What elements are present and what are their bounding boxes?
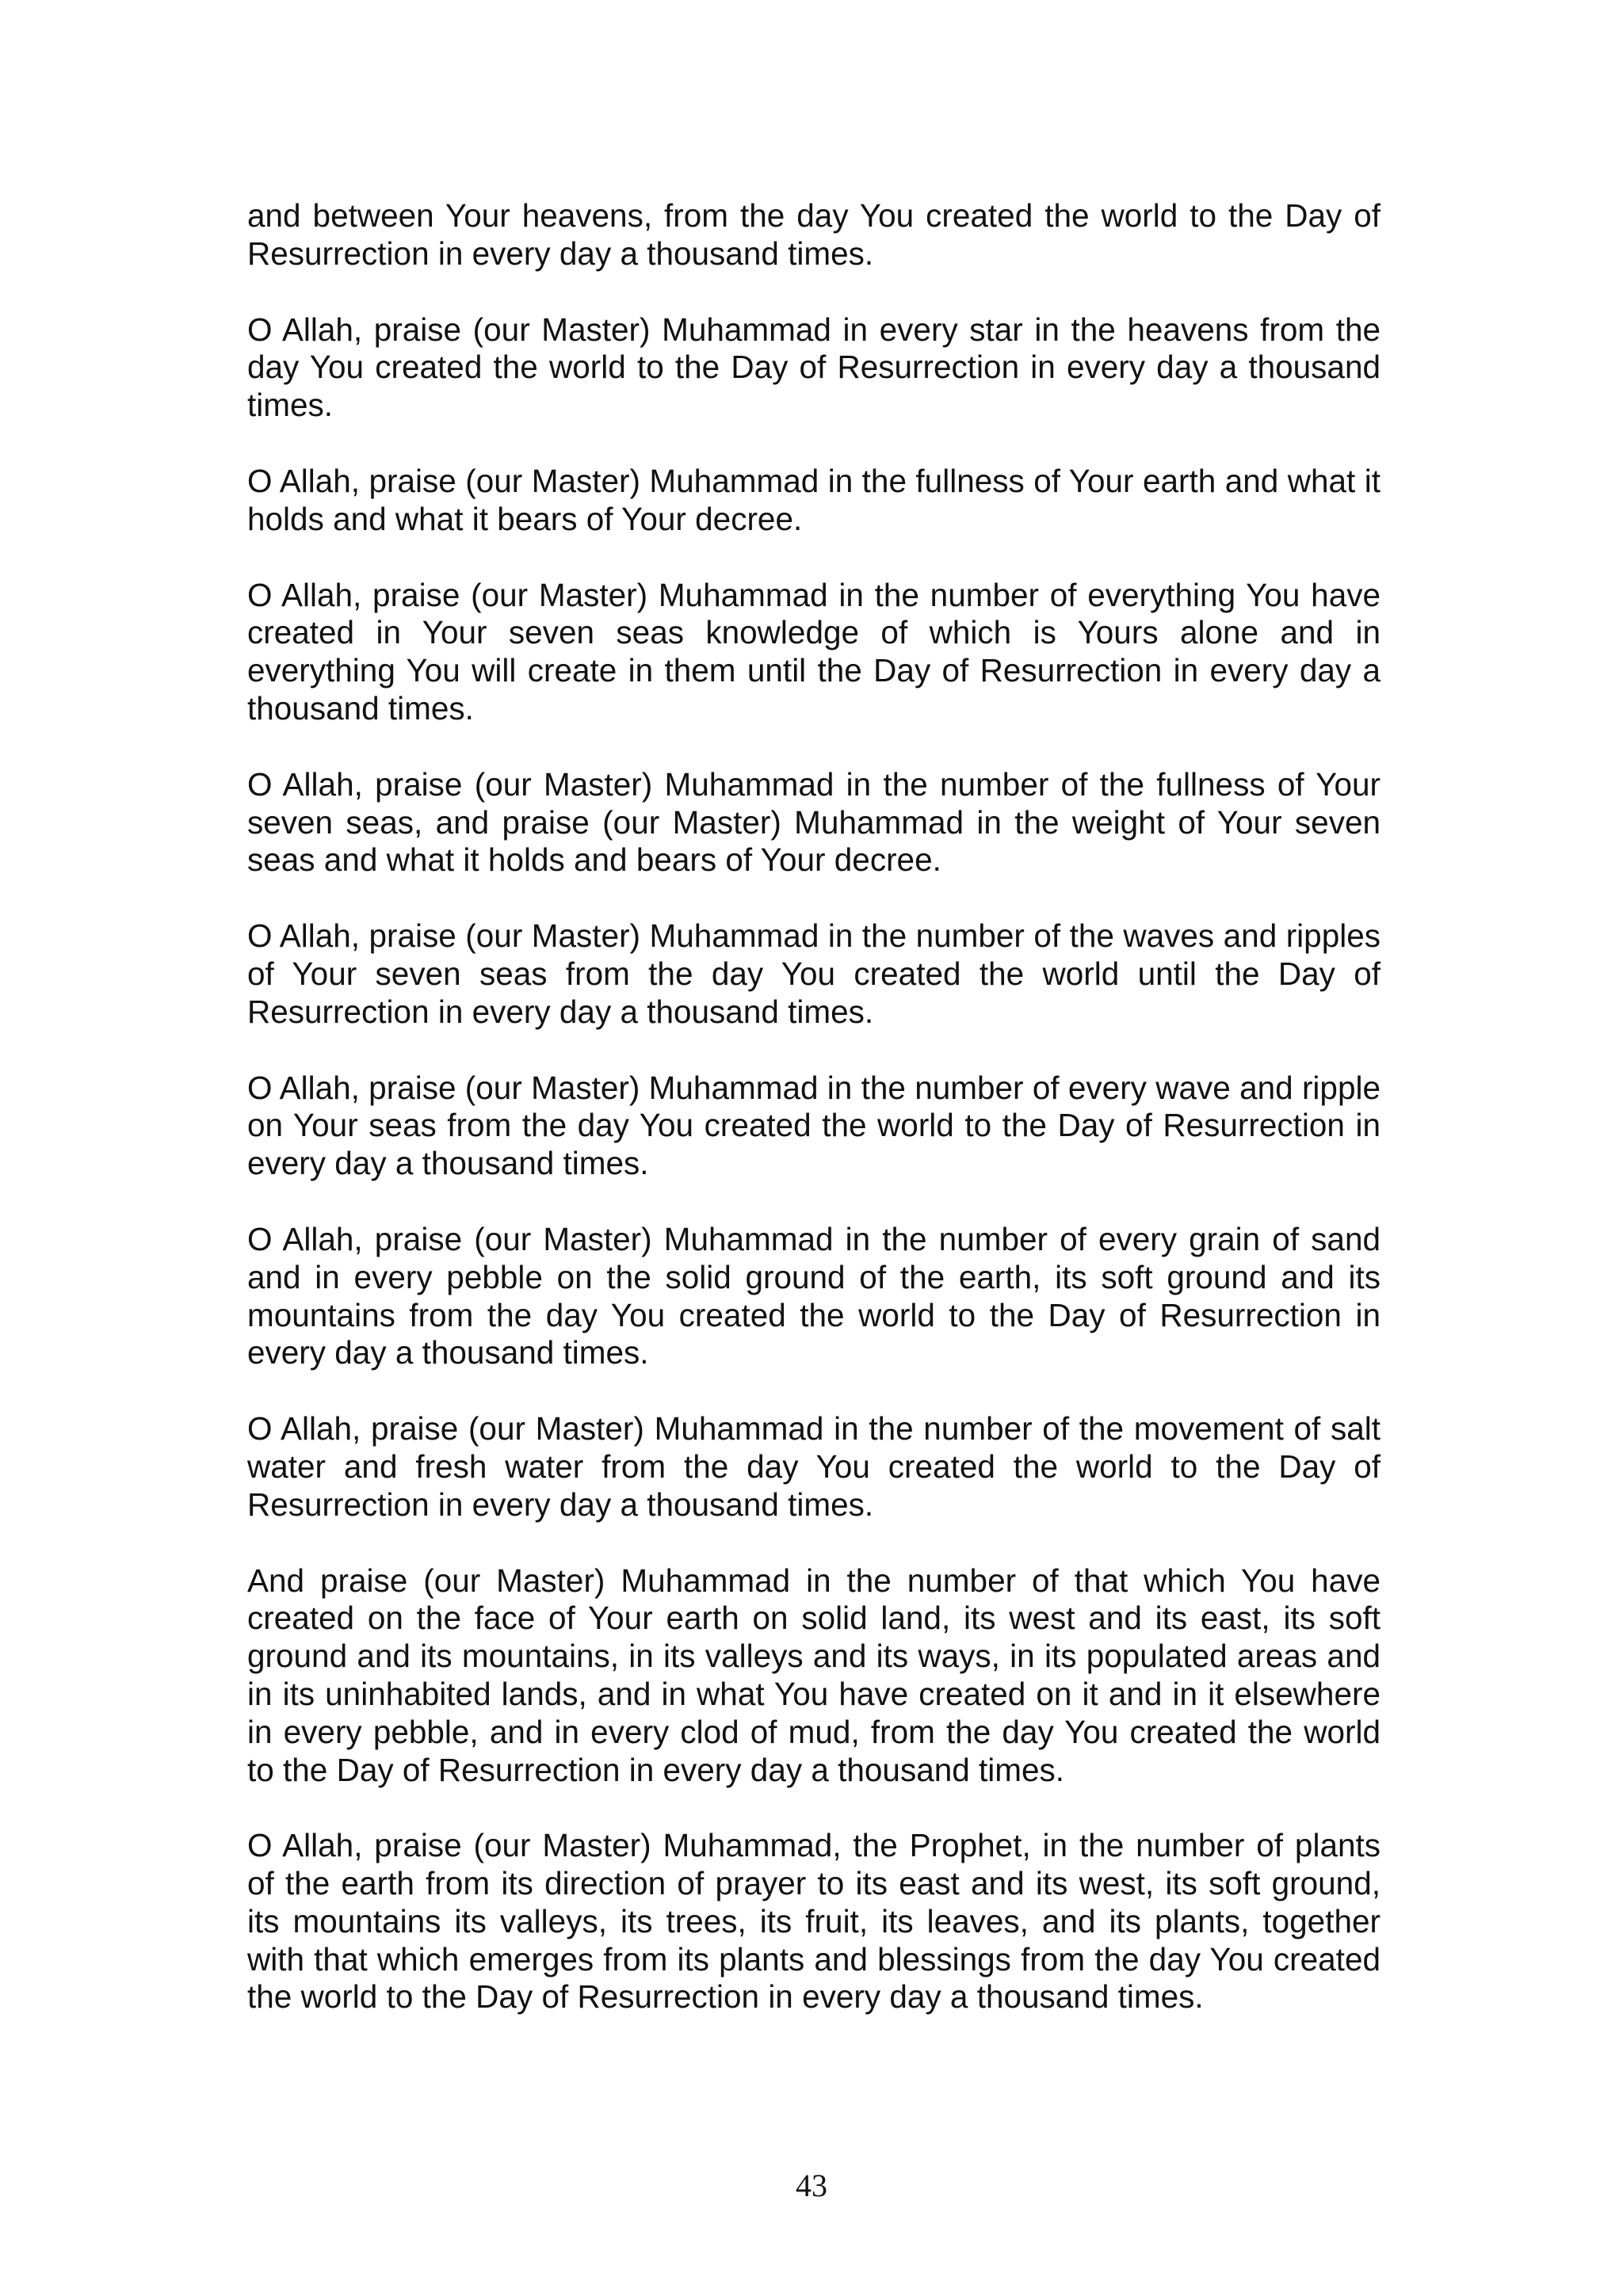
paragraph: O Allah, praise (our Master) Muhammad in the number of every wave and ripple on Your seas from the day You created the world to the Day of Resurrection in every day a thousand times. [247,1069,1381,1182]
body-text [247,197,1381,2054]
paragraph: O Allah, praise (our Master) Muhammad, the Prophet, in the number of plants of the earth from its direction of prayer to its east and its west, its soft ground, its mountains its valleys, its trees, its fruit, its leaves, and its plants, together with that which emerges from its plants and blessings from the day You created the world to the Day of Resurrection in every day a thousand times. [247,1827,1381,2016]
paragraph: O Allah, praise (our Master) Muhammad in the number of everything You have created in Your seven seas knowledge of which is Yours alone and in everything You will create in them until the Day of Resurrection in every day a thousand times. [247,576,1381,727]
paragraph: O Allah, praise (our Master) Muhammad in the fullness of Your earth and what it holds and what it bears of Your decree. [247,462,1381,537]
page-number: 43 [796,2168,827,2203]
paragraph: O Allah, praise (our Master) Muhammad in the number of the waves and ripples of Your seven seas from the day You created the world until the Day of Resurrection in every day a thousand times. [247,917,1381,1030]
paragraph: And praise (our Master) Muhammad in the number of that which You have created on the face of Your earth on solid land, its west and its east, its soft ground and its mountains, in its valleys and its ways, in its populated areas and in its uninhabited lands, and in what You have created on it and in it elsewhere in every pebble, and in every clod of mud, from the day You created the world to the Day of Resurrection in every day a thousand times. [247,1562,1381,1788]
paragraph: O Allah, praise (our Master) Muhammad in the number of the fullness of Your seven seas, and praise (our Master) Muhammad in the weight of Your seven seas and what it holds and bears of Your decree. [247,765,1381,879]
paragraph: O Allah, praise (our Master) Muhammad in the number of the movement of salt water and fresh water from the day You created the world to the Day of Resurrection in every day a thousand times. [247,1410,1381,1523]
paragraph: O Allah, praise (our Master) Muhammad in the number of every grain of sand and in every pebble on the solid ground of the earth, its soft ground and its mountains from the day You created the world to the Day of Resurrection in every day a thousand times. [247,1220,1381,1371]
paragraph: O Allah, praise (our Master) Muhammad in every star in the heavens from the day You created the world to the Day of Resurrection in every day a thousand times. [247,311,1381,424]
paragraph: and between Your heavens, from the day You created the world to the Day of Resurrection in every day a thousand times. [247,197,1381,272]
